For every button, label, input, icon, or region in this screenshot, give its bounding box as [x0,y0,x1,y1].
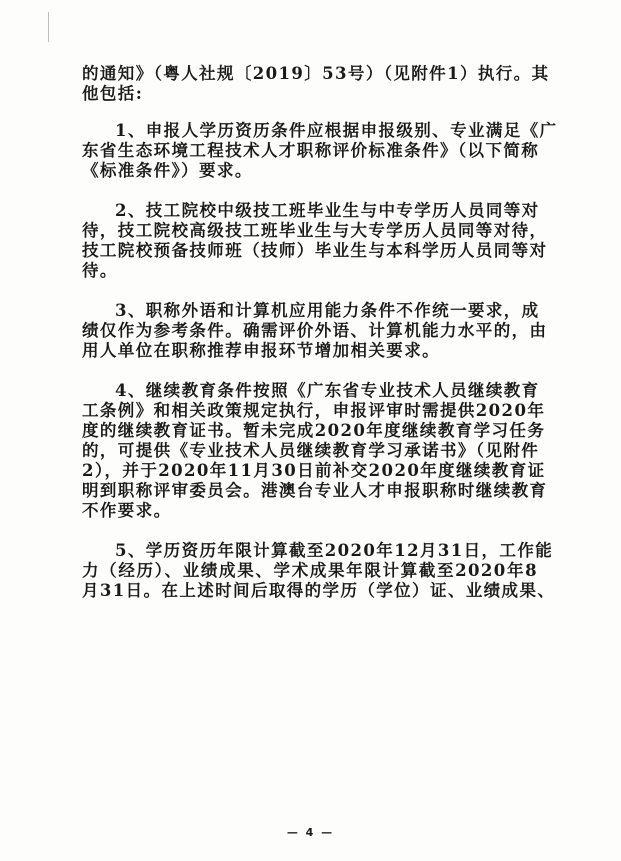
body-line: 1、申报人学历资历条件应根据申报级别、专业满足《广 [115,121,558,140]
body-line: 东省生态环境工程技术人才职称评价标准条件》（以下简称 [82,141,540,160]
body-line: 的通知》（粤人社规〔2019〕53号）（见附件1）执行。其 [82,64,550,83]
body-line: 4、继续教育条件按照《广东省专业技术人员继续教育 [115,381,540,400]
body-line: 2），并于2020年11月30日前补交2020年度继续教育证 [82,461,546,480]
body-line: 2、技工院校中级技工班毕业生与中专学历人员同等对 [115,201,540,220]
body-line: 月31日。在上述时间后取得的学历（学位）证、业绩成果、 [82,581,556,600]
body-line: 的，可提供《专业技术人员继续教育学习承诺书》（见附件 [82,441,540,460]
document-body [82,64,558,601]
body-line: 技工院校预备技师班（技师）毕业生与本科学历人员同等对 [82,241,548,260]
body-line: 待。 [82,261,118,280]
body-line: 度的继续教育证书。暂未完成2020年度继续教育学习任务 [82,421,546,440]
body-line: 绩仅作为参考条件。确需评价外语、计算机能力水平的，由 [82,321,548,340]
body-line: 3、职称外语和计算机应用能力条件不作统一要求，成 [115,301,540,320]
body-line: 《标准条件》）要求。 [82,161,253,180]
scan-margin-mark [48,12,49,42]
body-line: 明到职称评审委员会。港澳台专业人才申报职称时继续教育 [82,481,548,500]
body-line: 不作要求。 [82,501,172,520]
body-line: 力（经历）、业绩成果、学术成果年限计算截至2020年8 [82,561,538,580]
body-line: 他包括: [82,84,144,103]
body-line: 工条例》和相关政策规定执行，申报评审时需提供2020年 [82,401,546,420]
body-line: 5、学历资历年限计算截至2020年12月31日，工作能 [115,541,554,560]
body-line: 用人单位在职称推荐申报环节增加相关要求。 [82,341,440,360]
page-number: — 4 — [286,826,335,839]
body-line: 待，技工院校高级技工班毕业生与大专学历人员同等对待， [82,221,548,240]
